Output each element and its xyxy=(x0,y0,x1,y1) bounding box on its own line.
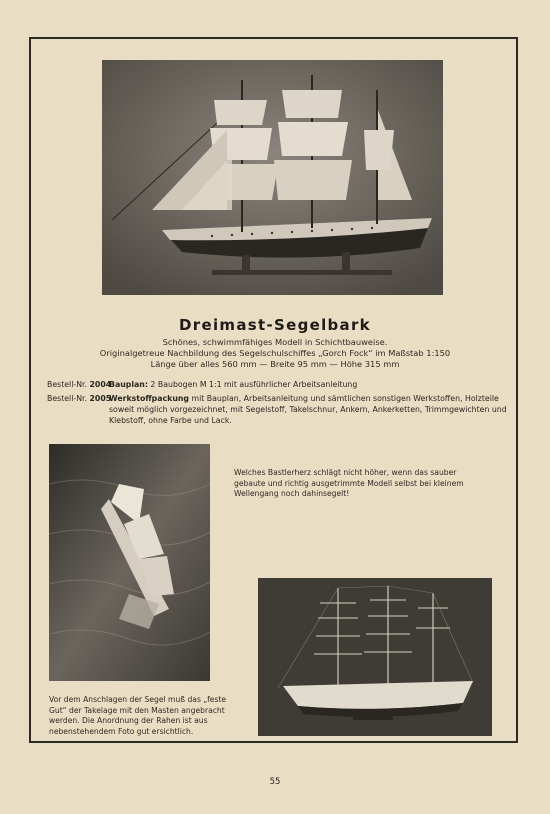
order-number: Bestell-Nr. 2004 xyxy=(47,380,112,389)
order-description: Bauplan: 2 Baubogen M 1:1 mit ausführlicher Arbeitsanleitung xyxy=(109,380,358,389)
ship-model-photo xyxy=(102,60,443,295)
order-description: Werkstoffpackung mit Bauplan, Arbeitsanleitung und sämtlichen sonstigen Werkstoffen, Holzteile soweit möglich vorgezeichnet, mit Segelstoff, Takelschnur, Ankern, Ankerketten, Trimmgewichten und Klebstoff, ohne Farbe und Lack. xyxy=(109,394,507,425)
caption-rigging: Vor dem Anschlagen der Segel muß das „feste Gut“ der Takelage mit den Masten angebracht werden. Die Anordnung der Rahen ist aus nebenstehendem Foto gut ersichtlich. xyxy=(49,695,227,736)
page-title: Dreimast-Segelbark xyxy=(179,316,371,334)
ship-on-water-photo xyxy=(49,444,210,681)
order-number: Bestell-Nr. 2005 xyxy=(47,394,112,403)
subtitle-line-2: Originalgetreue Nachbildung des Segelschulschiffes „Gorch Fock“ im Maßstab 1:150 xyxy=(99,348,451,358)
page-number: 55 xyxy=(269,777,281,787)
subtitle-line-1: Schönes, schwimmfähiges Modell in Schichtbauweise. xyxy=(162,337,388,347)
caption-sailing: Welches Bastlerherz schlägt nicht höher, wenn das sauber gebaute und richtig ausgetrimmte Modell selbst bei kleinem Wellengang noch dahinsegelt! xyxy=(234,468,464,498)
rigging-photo xyxy=(258,578,492,736)
subtitle-line-3: Länge über alles 560 mm — Breite 95 mm — Höhe 315 mm xyxy=(150,359,400,369)
